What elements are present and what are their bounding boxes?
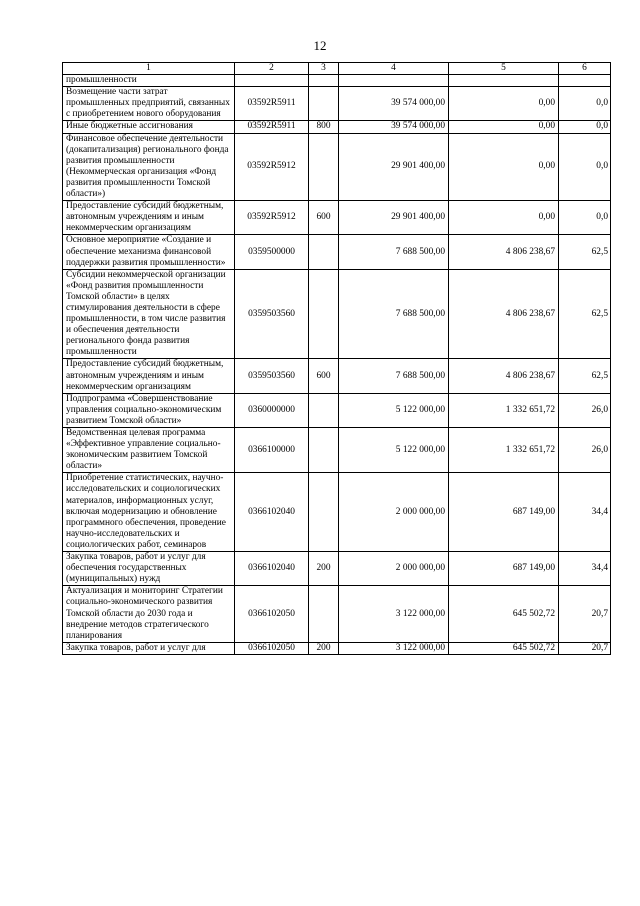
- actual-amount: 1 332 651,72: [449, 428, 559, 473]
- expense-type: [309, 235, 339, 269]
- table-row: [63, 87, 611, 121]
- actual-amount: 0,00: [449, 133, 559, 201]
- page-number: 12: [313, 38, 327, 53]
- item-name: Предоставление субсидий бюджетным, автономным учреждениям и иным некоммерческим организациям: [63, 201, 235, 235]
- table-row: [63, 235, 611, 269]
- column-header: 3: [309, 63, 339, 75]
- table-row: [63, 586, 611, 642]
- table-row: [63, 552, 611, 586]
- actual-amount: 4 806 238,67: [449, 359, 559, 393]
- table-row: [63, 121, 611, 133]
- target-code: 0366102050: [235, 642, 309, 654]
- table-header-row: [63, 63, 611, 75]
- target-code: 0359503560: [235, 269, 309, 359]
- execution-percent: 62,5: [559, 269, 611, 359]
- item-name: Предоставление субсидий бюджетным, автономным учреждениям и иным некоммерческим организациям: [63, 359, 235, 393]
- expense-type: 200: [309, 642, 339, 654]
- execution-percent: 0,0: [559, 87, 611, 121]
- plan-amount: 7 688 500,00: [339, 269, 449, 359]
- column-header: 6: [559, 63, 611, 75]
- actual-amount: 0,00: [449, 87, 559, 121]
- plan-amount: 2 000 000,00: [339, 473, 449, 552]
- target-code: [235, 75, 309, 87]
- table-row: [63, 642, 611, 654]
- execution-percent: 62,5: [559, 359, 611, 393]
- table-row: [63, 428, 611, 473]
- execution-percent: [559, 75, 611, 87]
- budget-table: [62, 62, 611, 655]
- actual-amount: [449, 75, 559, 87]
- column-header: 4: [339, 63, 449, 75]
- table-row: [63, 269, 611, 359]
- expense-type: [309, 393, 339, 427]
- expense-type: [309, 428, 339, 473]
- execution-percent: 0,0: [559, 201, 611, 235]
- target-code: 0366100000: [235, 428, 309, 473]
- item-name: Актуализация и мониторинг Стратегии социально-экономического развития Томской области до 2030 года и внедрение методов стратегического планирования: [63, 586, 235, 642]
- actual-amount: 0,00: [449, 201, 559, 235]
- expense-type: [309, 133, 339, 201]
- execution-percent: 62,5: [559, 235, 611, 269]
- item-name: Ведомственная целевая программа «Эффективное управление социально-экономическим развитием Томской области»: [63, 428, 235, 473]
- expense-type: 600: [309, 359, 339, 393]
- target-code: 0366102040: [235, 473, 309, 552]
- target-code: 03592R5912: [235, 133, 309, 201]
- target-code: 03592R5911: [235, 87, 309, 121]
- expense-type: [309, 75, 339, 87]
- execution-percent: 0,0: [559, 133, 611, 201]
- execution-percent: 20,7: [559, 642, 611, 654]
- actual-amount: 645 502,72: [449, 642, 559, 654]
- plan-amount: 3 122 000,00: [339, 642, 449, 654]
- actual-amount: 645 502,72: [449, 586, 559, 642]
- plan-amount: 5 122 000,00: [339, 393, 449, 427]
- item-name: Подпрограмма «Совершенствование управления социально-экономическим развитием Томской области»: [63, 393, 235, 427]
- item-name: Финансовое обеспечение деятельности (докапитализация) регионального фонда развития промышленности (Некоммерческая организация «Фонд развития промышленности Томской области»): [63, 133, 235, 201]
- table-row: [63, 201, 611, 235]
- plan-amount: [339, 75, 449, 87]
- item-name: Возмещение части затрат промышленных предприятий, связанных с приобретением нового оборудования: [63, 87, 235, 121]
- expense-type: 800: [309, 121, 339, 133]
- plan-amount: 5 122 000,00: [339, 428, 449, 473]
- execution-percent: 0,0: [559, 121, 611, 133]
- expense-type: [309, 586, 339, 642]
- table-row: [63, 393, 611, 427]
- table-row: [63, 133, 611, 201]
- item-name: Закупка товаров, работ и услуг для: [63, 642, 235, 654]
- actual-amount: 4 806 238,67: [449, 235, 559, 269]
- expense-type: [309, 87, 339, 121]
- plan-amount: 7 688 500,00: [339, 235, 449, 269]
- target-code: 0359500000: [235, 235, 309, 269]
- plan-amount: 39 574 000,00: [339, 87, 449, 121]
- execution-percent: 26,0: [559, 428, 611, 473]
- plan-amount: 7 688 500,00: [339, 359, 449, 393]
- actual-amount: 0,00: [449, 121, 559, 133]
- target-code: 0359503560: [235, 359, 309, 393]
- item-name: промышленности: [63, 75, 235, 87]
- actual-amount: 4 806 238,67: [449, 269, 559, 359]
- execution-percent: 26,0: [559, 393, 611, 427]
- target-code: 03592R5911: [235, 121, 309, 133]
- expense-type: 200: [309, 552, 339, 586]
- item-name: Субсидии некоммерческой организации «Фонд развития промышленности Томской области» в целях стимулирования деятельности в сфере промышленности, в том числе развития и обеспечения деятельности регионального фонда развития промышленности: [63, 269, 235, 359]
- column-header: 1: [63, 63, 235, 75]
- item-name: Приобретение статистических, научно-исследовательских и социологических материалов, информационных услуг, включая модернизацию и обновление программного обеспечения, проведение научно-исследовательских и социологических работ, семинаров: [63, 473, 235, 552]
- table-row: [63, 473, 611, 552]
- target-code: 0366102040: [235, 552, 309, 586]
- item-name: Иные бюджетные ассигнования: [63, 121, 235, 133]
- execution-percent: 20,7: [559, 586, 611, 642]
- target-code: 03592R5912: [235, 201, 309, 235]
- column-header: 5: [449, 63, 559, 75]
- target-code: 0366102050: [235, 586, 309, 642]
- plan-amount: 2 000 000,00: [339, 552, 449, 586]
- expense-type: [309, 269, 339, 359]
- plan-amount: 3 122 000,00: [339, 586, 449, 642]
- table-row: [63, 75, 611, 87]
- item-name: Основное мероприятие «Создание и обеспечение механизма финансовой поддержки развития промышленности»: [63, 235, 235, 269]
- target-code: 0360000000: [235, 393, 309, 427]
- item-name: Закупка товаров, работ и услуг для обеспечения государственных (муниципальных) нужд: [63, 552, 235, 586]
- plan-amount: 39 574 000,00: [339, 121, 449, 133]
- expense-type: [309, 473, 339, 552]
- execution-percent: 34,4: [559, 552, 611, 586]
- actual-amount: 1 332 651,72: [449, 393, 559, 427]
- actual-amount: 687 149,00: [449, 552, 559, 586]
- column-header: 2: [235, 63, 309, 75]
- plan-amount: 29 901 400,00: [339, 133, 449, 201]
- plan-amount: 29 901 400,00: [339, 201, 449, 235]
- table-row: [63, 359, 611, 393]
- actual-amount: 687 149,00: [449, 473, 559, 552]
- expense-type: 600: [309, 201, 339, 235]
- execution-percent: 34,4: [559, 473, 611, 552]
